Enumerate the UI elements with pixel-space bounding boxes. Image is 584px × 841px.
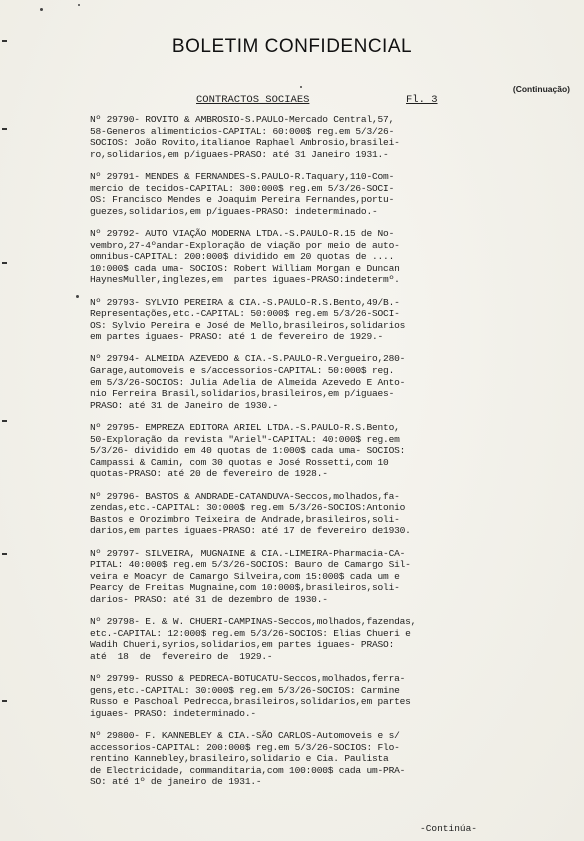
entry-line: Garage,automoveis e s/accessorios-CAPITAL: 50:000$ reg. [90, 365, 395, 377]
entry-line: guezes,solidarios,em p/iguaes-PRASO: indeterminado.- [90, 205, 378, 217]
contract-entry [90, 548, 510, 606]
entry-line: veira e Moacyr de Camargo Silveira,com 15:000$ cada um e [90, 570, 400, 582]
document-title: BOLETIM CONFIDENCIAL [171, 36, 413, 57]
contract-entry [90, 171, 510, 217]
contract-entry [90, 616, 510, 662]
entry-line: SOCIOS: João Rovito,italianoe Raphael Ambrosio,brasilei- [90, 137, 400, 149]
entry-line: rentino Kannebley,brasileiro,solidario e Cia. Paulista [90, 753, 389, 765]
entry-line: PRASO: até 31 de Janeiro de 1930.- [90, 399, 278, 411]
entry-line: Pearcy de Freitas Mugnaine,com 10:000$,brasileiros,soli- [90, 582, 400, 594]
continuation-note: (Continuação) [512, 84, 570, 94]
entry-line: Nº 29799- RUSSO & PEDRECA-BOTUCATU-Seccos,molhados,ferra- [90, 673, 406, 685]
entry-line: Russo e Paschoal Pedrecca,brasileiros,solidarios,em partes [90, 696, 411, 708]
contract-entry [90, 297, 510, 343]
entry-line: OS: Sylvio Pereira e José de Mello,brasileiros,solidarios [90, 319, 406, 331]
entry-line: vembro,27-4ºandar-Exploração de viação por meio de auto- [90, 239, 400, 251]
entry-line: PITAL: 40:000$ reg.em 5/3/26-SOCIOS: Bauro de Camargo Sil- [90, 559, 411, 571]
ink-speck [40, 8, 43, 11]
contract-entry [90, 730, 510, 788]
entry-line: em 5/3/26-SOCIOS: Julia Adelia de Almeida Azevedo E Anto- [90, 376, 406, 388]
ink-speck [76, 295, 79, 298]
entry-line: darios,em partes iguaes-PRASO: até 17 de fevereiro de1930. [90, 525, 411, 537]
entry-line: darios- PRASO: até 31 de dezembro de 1930.- [90, 593, 328, 605]
entry-line: Wadih Chueri,syrios,solidarios,em partes iguaes- PRASO: [90, 639, 395, 651]
entry-line: OS: Francisco Mendes e Joaquim Pereira Fernandes,portu- [90, 194, 395, 206]
section-title: CONTRACTOS SOCIAES [196, 94, 310, 106]
entry-line: Nº 29800- F. KANNEBLEY & CIA.-SÃO CARLOS-Automoveis e s/ [90, 730, 400, 742]
entry-line: Nº 29790- ROVITO & AMBROSIO-S.PAULO-Mercado Central,57, [90, 114, 395, 125]
entry-line: gens,etc.-CAPITAL: 30:000$ reg.em 5/3/26-SOCIOS: Carmine [90, 684, 400, 696]
ink-speck [78, 4, 80, 6]
entry-line: Nº 29793- SYLVIO PEREIRA & CIA.-S.PAULO-R.S.Bento,49/B.- [90, 296, 400, 308]
entry-line: omnibus-CAPITAL: 200:000$ dividido em 20 quotas de .... [90, 251, 395, 263]
entry-line: quotas-PRASO: até 20 de fevereiro de 1928.- [90, 468, 328, 480]
entry-line: SO: até 1º de janeiro de 1931.- [90, 776, 262, 788]
entry-line: 50-Exploração da revista "Ariel"-CAPITAL: 40:000$ reg.em [90, 433, 400, 445]
entry-line: de Electricidade, commanditaria,com 100:000$ cada um-PRA- [90, 764, 406, 776]
ink-speck [300, 86, 302, 88]
entry-line: Nº 29797- SILVEIRA, MUGNAINE & CIA.-LIMEIRA-Pharmacia-CA- [90, 547, 406, 559]
entry-line: nio Ferreira Brasil,solidarios,brasileiros,em p/iguaes- [90, 388, 395, 400]
contract-entry [90, 228, 510, 286]
entry-line: em partes iguaes- PRASO: até 1 de fevereiro de 1929.- [90, 331, 384, 343]
contract-entry [90, 491, 510, 537]
entry-line: ro,solidarios,em p/iguaes-PRASO: até 31 Janeiro 1931.- [90, 148, 389, 160]
left-margin-marks [0, 0, 14, 841]
entry-line: accessorios-CAPITAL: 200:000$ reg.em 5/3/26-SOCIOS: Flo- [90, 741, 400, 753]
entry-line: Nº 29798- E. & W. CHUERI-CAMPINAS-Seccos,molhados,fazendas, [90, 616, 417, 628]
entry-line: zendas,etc.-CAPITAL: 30:000$ reg.em 5/3/26-SOCIOS:Antonio [90, 502, 406, 514]
entry-line: Nº 29792- AUTO VIAÇÃO MODERNA LTDA.-S.PAULO-R.15 de No- [90, 227, 395, 239]
sheet-number: Fl. 3 [406, 94, 438, 106]
entry-line: 5/3/26- dividido em 40 quotas de 1:000$ cada uma- SOCIOS: [90, 445, 406, 457]
contract-entry [90, 353, 510, 411]
entry-line: Nº 29794- ALMEIDA AZEVEDO & CIA.-S.PAULO-R.Vergueiro,280- [90, 353, 406, 365]
contract-entry [90, 673, 510, 719]
entry-line: Nº 29791- MENDES & FERNANDES-S.PAULO-R.Taquary,110-Com- [90, 170, 395, 182]
continues-marker: -Continúa- [420, 823, 478, 834]
entry-line: etc.-CAPITAL: 12:000$ reg.em 5/3/26-SOCIOS: Elias Chueri e [90, 627, 411, 639]
contracts-list [90, 114, 510, 799]
entry-line: HaynesMuller,inglezes,em partes iguaes-PRASO:indetermº. [90, 274, 400, 286]
entry-line: Representações,etc.-CAPITAL: 50:000$ reg.em 5/3/26-SOCI- [90, 308, 400, 320]
contract-entry [90, 422, 510, 480]
contract-entry [90, 114, 510, 160]
entry-line: até 18 de fevereiro de 1929.- [90, 650, 273, 662]
entry-line: iguaes- PRASO: indeterminado.- [90, 707, 256, 719]
entry-line: Nº 29796- BASTOS & ANDRADE-CATANDUVA-Seccos,molhados,fa- [90, 490, 400, 502]
entry-line: Bastos e Orozimbro Teixeira de Andrade,brasileiros,soli- [90, 513, 400, 525]
entry-line: Campassi & Camin, com 30 quotas e José Rossetti,com 10 [90, 456, 389, 468]
entry-line: mercio de tecidos-CAPITAL: 300:000$ reg.em 5/3/26-SOCI- [90, 182, 395, 194]
entry-line: Nº 29795- EMPREZA EDITORA ARIEL LTDA.-S.PAULO-R.S.Bento, [90, 422, 400, 434]
entry-line: 58-Generos alimenticios-CAPITAL: 60:000$ reg.em 5/3/26- [90, 125, 395, 137]
entry-line: 10:000$ cada uma- SOCIOS: Robert William Morgan e Duncan [90, 262, 400, 274]
